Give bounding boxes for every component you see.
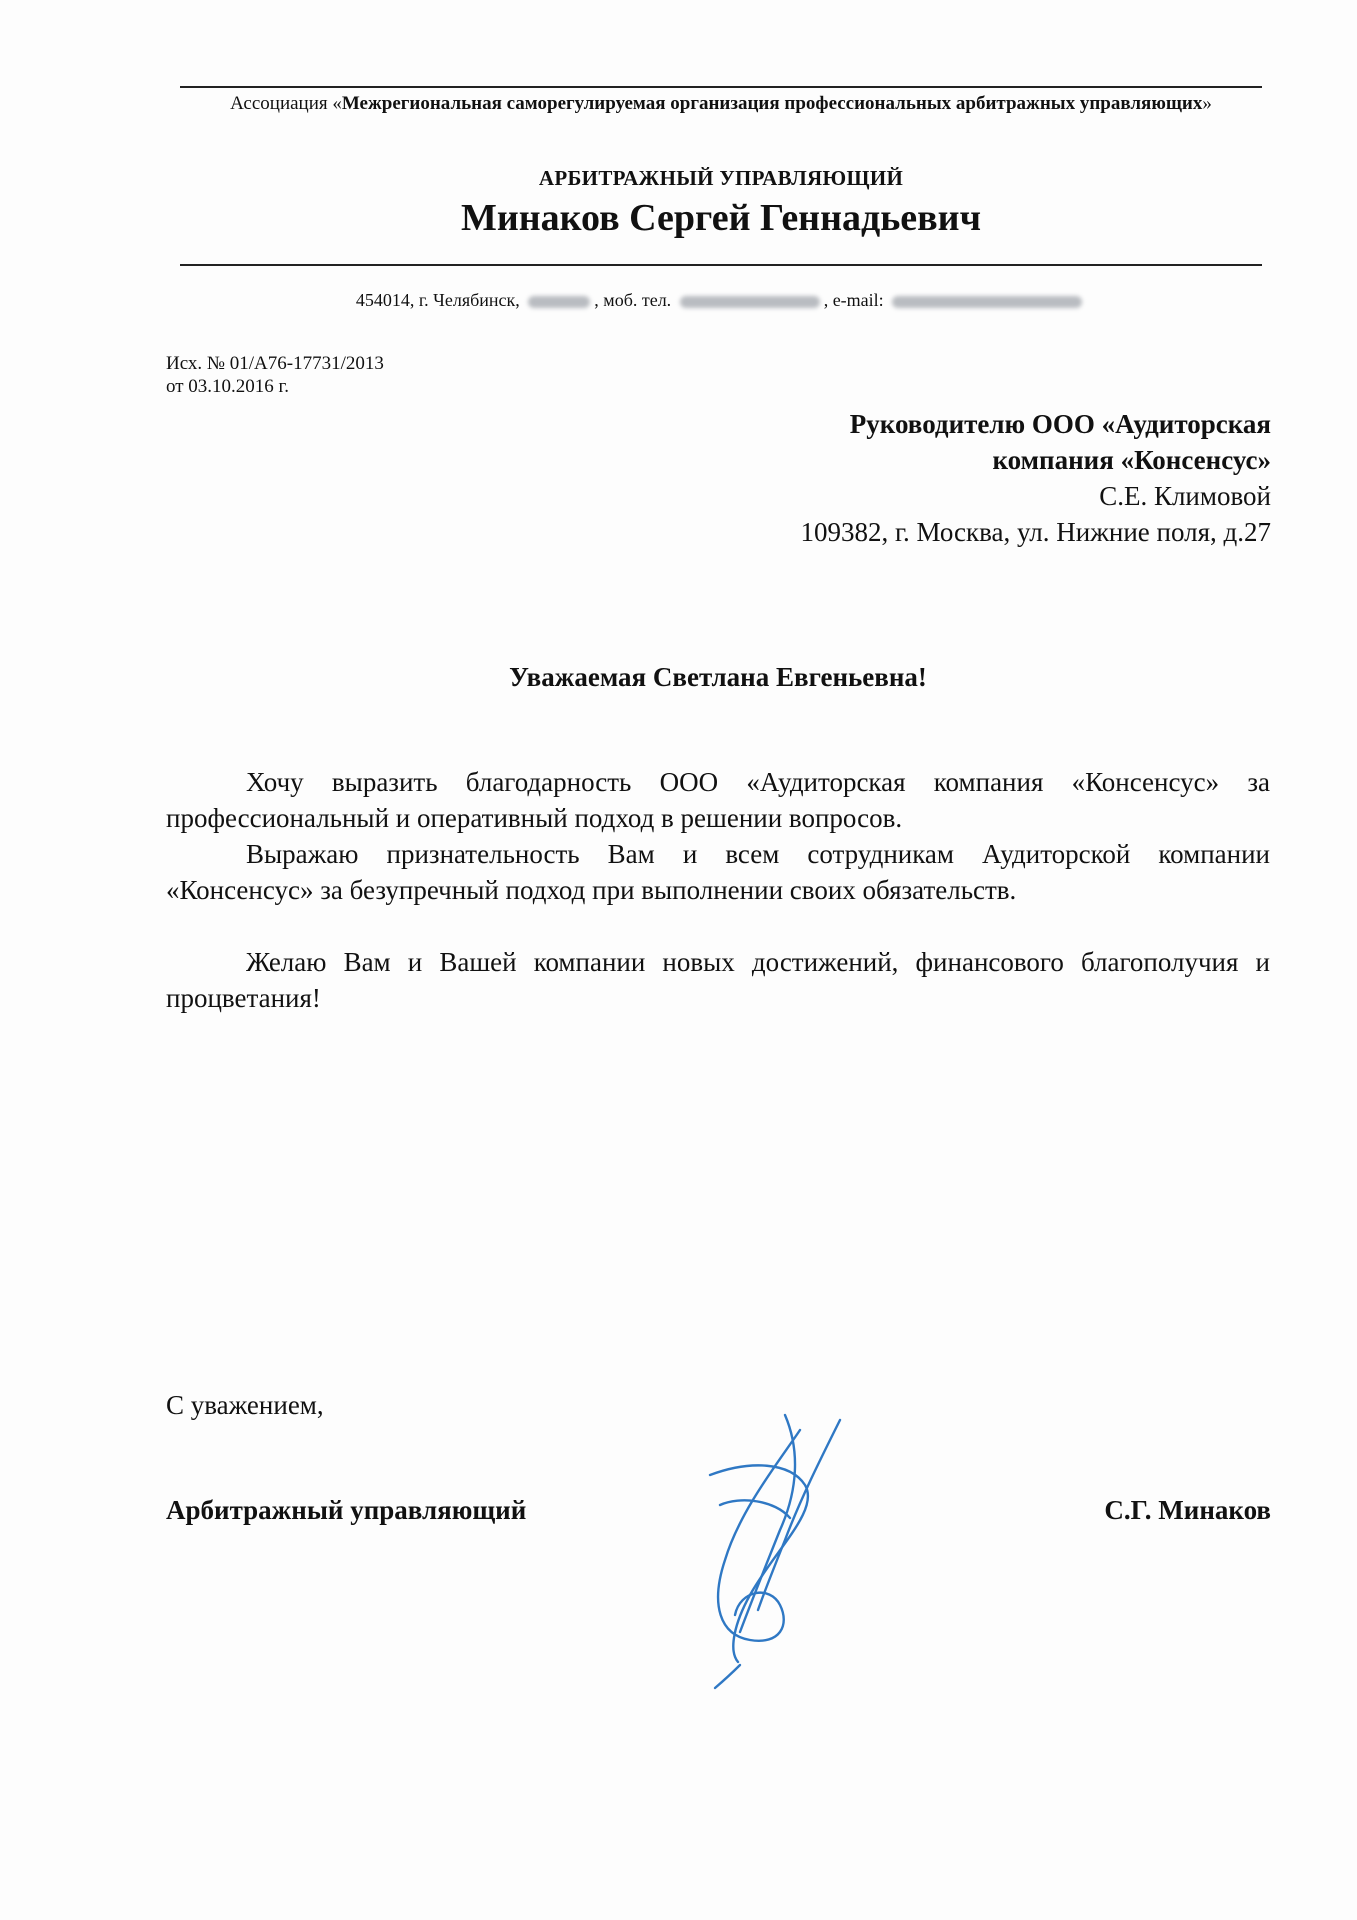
letterhead-top-rule — [180, 86, 1262, 88]
addressee-line-2: компания «Консенсус» — [992, 445, 1271, 475]
letterhead-role: АРБИТРАЖНЫЙ УПРАВЛЯЮЩИЙ — [538, 166, 904, 190]
addressee-block — [571, 406, 1271, 550]
body-paragraph-2: Выражаю признательность Вам и всем сотрудникам Аудиторской компании «Консенсус» за безупречный подход при выполнении своих обязательств. — [166, 839, 1270, 905]
redacted-email — [892, 296, 1082, 308]
body-paragraph-3: Желаю Вам и Вашей компании новых достижений, финансового благополучия и процветания! — [166, 947, 1270, 1013]
phone-label: моб. тел. — [603, 290, 672, 310]
signatory-name: С.Г. Минаков — [1104, 1495, 1271, 1525]
email-label: e-mail: — [832, 290, 884, 310]
addressee-line-3: С.Е. Климовой — [1099, 481, 1271, 511]
addressee-line-4: 109382, г. Москва, ул. Нижние поля, д.27 — [800, 517, 1271, 547]
redacted-phone — [680, 296, 820, 308]
body-paragraph-1: Хочу выразить благодарность ООО «Аудиторская компания «Консенсус» за профессиональный и оперативный подход в решении вопросов. — [166, 767, 1270, 833]
handwritten-signature — [680, 1400, 910, 1690]
salutation: Уважаемая Светлана Евгеньевна! — [509, 662, 927, 692]
reference-number: Исх. № 01/А76-17731/2013 — [166, 353, 384, 374]
outgoing-reference — [166, 352, 384, 398]
reference-date: от 03.10.2016 г. — [166, 376, 289, 397]
closing: С уважением, — [166, 1390, 324, 1420]
addressee-line-1: Руководителю ООО «Аудиторская — [849, 409, 1271, 439]
association-name: Ассоциация «Межрегиональная саморегулируемая организация профессиональных арбитражных управляющих» — [230, 93, 1212, 114]
contact-line: 454014, г. Челябинск, , моб. тел. , e-mail: — [180, 290, 1262, 311]
letterhead-bottom-rule — [180, 264, 1262, 266]
redacted-street — [528, 296, 590, 308]
letter-body — [166, 764, 1270, 1016]
letterhead-name: Минаков Сергей Геннадьевич — [460, 197, 981, 239]
signatory-role: Арбитражный управляющий — [166, 1495, 527, 1525]
address-text: 454014, г. Челябинск, — [355, 290, 520, 310]
